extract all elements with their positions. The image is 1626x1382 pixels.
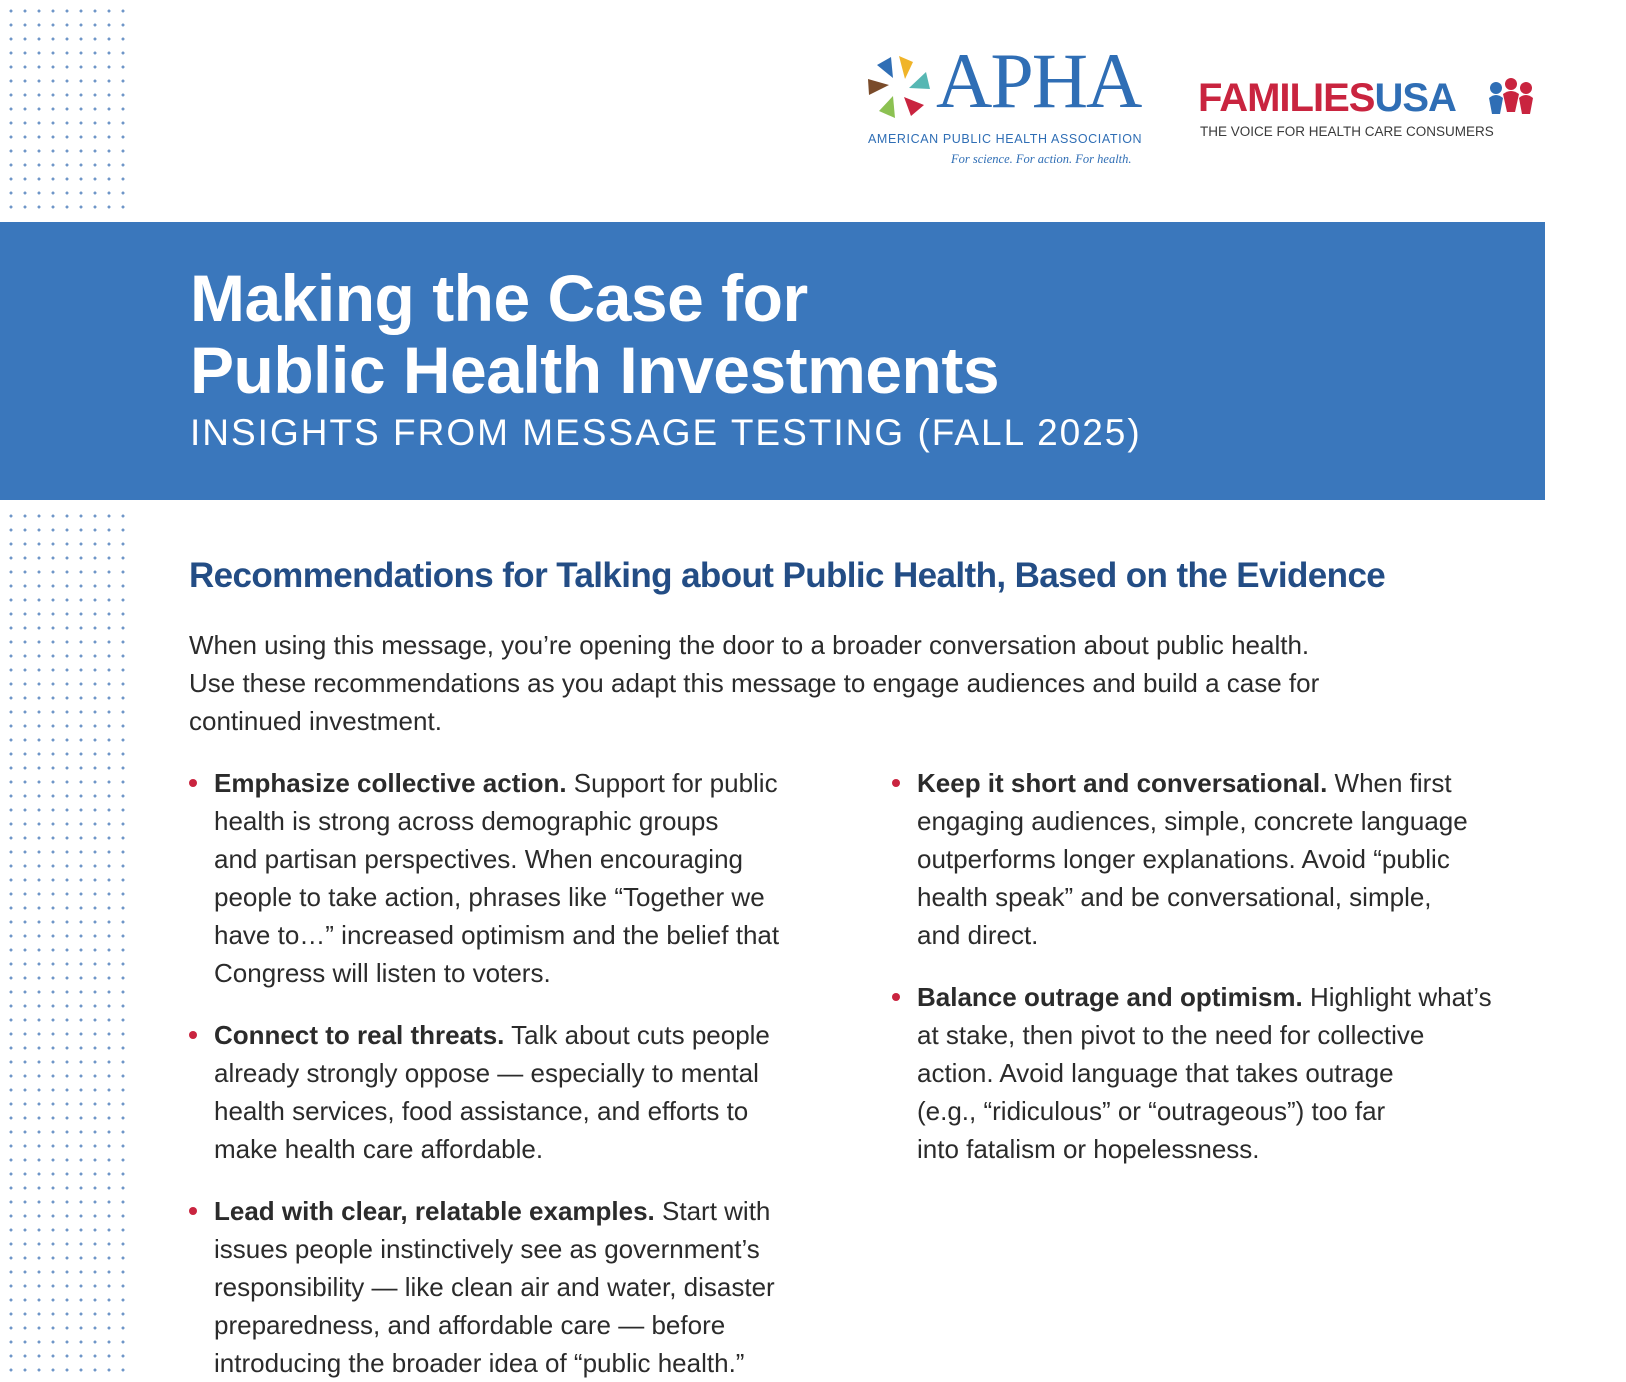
recommendation-text: When first [1327, 768, 1452, 798]
bullet-icon [189, 1207, 197, 1215]
recommendation-short-conversational [888, 764, 1548, 954]
recommendation-lead: Emphasize collective action. [214, 768, 567, 798]
bullet-icon [892, 779, 900, 787]
page-title [190, 262, 999, 406]
families-usa-people-icon [1486, 78, 1536, 118]
recommendation-line: issues people instinctively see as government’s [214, 1234, 760, 1264]
recommendation-line: at stake, then pivot to the need for collective [917, 1020, 1425, 1050]
families-usa-wordmark-part1: FAMILIES [1198, 76, 1375, 120]
title-banner [0, 222, 1545, 500]
dot-pattern-bottom [0, 505, 128, 1382]
apha-wordmark: APHA [936, 37, 1141, 124]
recommendation-line: and direct. [917, 920, 1039, 950]
recommendation-collective-action [185, 764, 845, 992]
recommendation-line: have to…” increased optimism and the belief that [214, 920, 780, 950]
dot-pattern-top [0, 0, 128, 216]
recommendation-text: Talk about cuts people [504, 1020, 770, 1050]
bullet-icon [892, 993, 900, 1001]
bullet-icon [189, 1031, 197, 1039]
apha-tagline: For science. For action. For health. [951, 152, 1132, 166]
intro-line: continued investment. [189, 706, 442, 736]
recommendation-line: health is strong across demographic groups [214, 806, 719, 836]
recommendation-line: responsibility — like clean air and water, disaster [214, 1272, 775, 1302]
families-usa-tagline: THE VOICE FOR HEALTH CARE CONSUMERS [1200, 124, 1494, 139]
recommendation-text: Highlight what’s [1302, 982, 1492, 1012]
families-usa-wordmark-part2: USA [1374, 76, 1456, 120]
intro-line: When using this message, you’re opening the door to a broader conversation about public health. [189, 630, 1310, 660]
recommendation-line: Congress will listen to voters. [214, 958, 551, 988]
section-heading: Recommendations for Talking about Public Health, Based on the Evidence [189, 556, 1386, 595]
recommendation-lead: Keep it short and conversational. [917, 768, 1328, 798]
intro-paragraph [189, 626, 1509, 740]
recommendation-line: action. Avoid language that takes outrage [917, 1058, 1394, 1088]
recommendation-relatable-examples [185, 1192, 845, 1382]
recommendation-line: introducing the broader idea of “public health.” [214, 1348, 745, 1378]
recommendation-line [917, 764, 1548, 802]
recommendation-line: preparedness, and affordable care — before [214, 1310, 726, 1340]
recommendation-outrage-optimism [888, 978, 1548, 1168]
families-usa-logo [1198, 78, 1538, 142]
recommendation-lead: Lead with clear, relatable examples. [214, 1196, 655, 1226]
recommendation-line [917, 978, 1548, 1016]
recommendation-line [214, 764, 845, 802]
recommendation-lead: Connect to real threats. [214, 1020, 505, 1050]
recommendation-line: people to take action, phrases like “Together we [214, 882, 765, 912]
recommendation-line: outperforms longer explanations. Avoid “public [917, 844, 1450, 874]
recommendation-line [214, 1192, 845, 1230]
recommendation-line: (e.g., “ridiculous” or “outrageous”) too far [917, 1096, 1386, 1126]
page-title-line-1: Making the Case for [190, 261, 808, 335]
recommendation-line: engaging audiences, simple, concrete language [917, 806, 1468, 836]
apha-pinwheel-icon [866, 54, 932, 120]
recommendation-line: make health care affordable. [214, 1134, 544, 1164]
page-subtitle: INSIGHTS FROM MESSAGE TESTING (FALL 2025) [190, 412, 1142, 453]
bullet-icon [189, 779, 197, 787]
recommendation-line: already strongly oppose — especially to mental [214, 1058, 759, 1088]
recommendation-text: Support for public [566, 768, 778, 798]
recommendation-line: health services, food assistance, and efforts to [214, 1096, 749, 1126]
recommendation-real-threats [185, 1016, 845, 1168]
recommendations-right-column [888, 764, 1548, 1192]
recommendations-left-column [185, 764, 845, 1382]
families-usa-wordmark [1198, 78, 1456, 118]
recommendation-text: Start with [654, 1196, 771, 1226]
recommendation-line [214, 1016, 845, 1054]
apha-name: AMERICAN PUBLIC HEALTH ASSOCIATION [868, 132, 1143, 146]
page-title-line-2: Public Health Investments [190, 333, 1000, 407]
recommendation-line: into fatalism or hopelessness. [917, 1134, 1260, 1164]
recommendation-line: health speak” and be conversational, simple, [917, 882, 1432, 912]
intro-line: Use these recommendations as you adapt this message to engage audiences and build a case for [189, 668, 1320, 698]
apha-logo [866, 37, 1146, 174]
recommendation-line: and partisan perspectives. When encouraging [214, 844, 743, 874]
recommendation-lead: Balance outrage and optimism. [917, 982, 1303, 1012]
